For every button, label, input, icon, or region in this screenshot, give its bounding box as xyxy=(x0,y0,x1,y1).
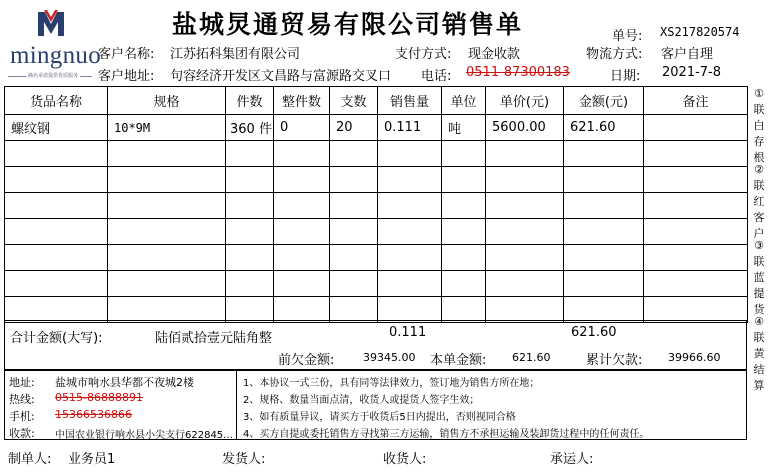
table-row xyxy=(5,141,748,167)
hotline-value: 0515-86888891 xyxy=(55,391,143,404)
table-row xyxy=(5,219,748,245)
column-header: 单价(元) xyxy=(486,87,564,115)
mobile-value: 15366536866 xyxy=(55,408,132,421)
cell-qty: 0.111 xyxy=(378,115,442,141)
copy-label-1: ①联白存根 xyxy=(753,87,765,164)
maker-label: 制单人: xyxy=(8,452,52,467)
term-1: 1、本协议一式三份，具有同等法律效力，签订地为销售方所在地； xyxy=(243,378,540,389)
address-label: 客户地址: xyxy=(98,69,155,84)
account-value: 中国农业银行响水县小尖支行622845… xyxy=(55,430,234,441)
logo-tagline: 确名承诺提供优质服务 xyxy=(28,73,79,79)
payment-value: 现金收款 xyxy=(468,47,521,62)
total-words: 陆佰贰拾壹元陆角整 xyxy=(155,331,273,346)
total-amount: 621.60 xyxy=(571,325,617,340)
document-title: 盐城炅通贸易有限公司销售单 xyxy=(172,10,524,39)
column-header: 规格 xyxy=(108,87,226,115)
table-header-row xyxy=(5,87,748,115)
total-qty: 0.111 xyxy=(389,325,427,340)
date-value: 2021-7-8 xyxy=(662,65,722,80)
goods-table xyxy=(4,86,748,323)
logo-wordmark: mingnuo xyxy=(10,42,101,69)
table-row xyxy=(5,193,748,219)
copy-label-3: ③联蓝提货 xyxy=(753,239,765,316)
this-amount-value: 621.60 xyxy=(512,351,551,364)
term-3: 3、如有质量异议，请买方于收货后5日内提出，否则视同合格 xyxy=(243,412,516,423)
cell-pieces: 360 件 xyxy=(226,115,274,141)
term-4: 4、买方自提或委托销售方寻找第三方运输，销售方不承担运输及装卸货过程中的任何责任。 xyxy=(243,429,650,440)
payment-label: 支付方式: xyxy=(395,47,452,62)
logistics-value: 客户自理 xyxy=(661,47,714,62)
phone-value: 0511-87300183 xyxy=(466,65,570,80)
maker-value: 业务员1 xyxy=(68,452,116,467)
address-value: 句容经济开发区文昌路与富源路交叉口 xyxy=(170,69,392,84)
carrier-label: 承运人: xyxy=(550,452,594,467)
table-row xyxy=(5,115,748,141)
receiver-label: 收货人: xyxy=(383,452,427,467)
sender-label: 发货人: xyxy=(222,452,266,467)
cell-product: 螺纹钢 xyxy=(5,115,108,141)
copy-label-2: ②联红客户 xyxy=(753,163,765,240)
copy-label-4: ④联黄结算 xyxy=(753,315,765,392)
shop-address-value: 盐城市响水县华都不夜城2楼 xyxy=(55,376,194,389)
cell-unit: 吨 xyxy=(442,115,486,141)
cell-whole: 0 xyxy=(274,115,330,141)
mobile-label: 手机: xyxy=(9,410,35,423)
prev-debt-label: 前欠金额: xyxy=(278,353,335,368)
cell-count: 20 xyxy=(330,115,378,141)
account-label: 收款: xyxy=(9,427,35,440)
cum-debt-label: 累计欠款: xyxy=(586,353,643,368)
cell-remark xyxy=(644,115,748,141)
company-logo xyxy=(6,8,101,84)
term-2: 2、规格、数量当面点清，收货人或提货人签字生效； xyxy=(243,395,480,406)
shop-address-label: 地址: xyxy=(9,376,35,389)
logo-m-icon xyxy=(36,8,66,38)
logistics-label: 物流方式: xyxy=(586,47,643,62)
column-header: 货品名称 xyxy=(5,87,108,115)
column-header: 件数 xyxy=(226,87,274,115)
column-header: 支数 xyxy=(330,87,378,115)
this-amount-label: 本单金额: xyxy=(430,353,487,368)
table-row xyxy=(5,271,748,297)
column-header: 备注 xyxy=(644,87,748,115)
cum-debt-value: 39966.60 xyxy=(668,351,721,364)
phone-label: 电话: xyxy=(421,69,452,84)
order-no-label: 单号: xyxy=(612,29,643,44)
date-label: 日期: xyxy=(610,69,641,84)
column-header: 单位 xyxy=(442,87,486,115)
cell-amount: 621.60 xyxy=(564,115,644,141)
column-header: 金额(元) xyxy=(564,87,644,115)
table-row xyxy=(5,167,748,193)
column-header: 整件数 xyxy=(274,87,330,115)
table-row xyxy=(5,245,748,271)
cell-price: 5600.00 xyxy=(486,115,564,141)
column-header: 销售量 xyxy=(378,87,442,115)
info-divider xyxy=(236,370,237,440)
customer-value: 江苏拓科集团有限公司 xyxy=(170,47,301,62)
cell-spec: 10*9M xyxy=(108,115,226,141)
hotline-label: 热线: xyxy=(9,393,35,406)
table-row xyxy=(5,297,748,323)
order-no-value: XS217820574 xyxy=(660,25,740,39)
prev-debt-value: 39345.00 xyxy=(363,351,416,364)
customer-label: 客户名称: xyxy=(98,47,155,62)
total-label: 合计金额(大写): xyxy=(10,331,103,346)
